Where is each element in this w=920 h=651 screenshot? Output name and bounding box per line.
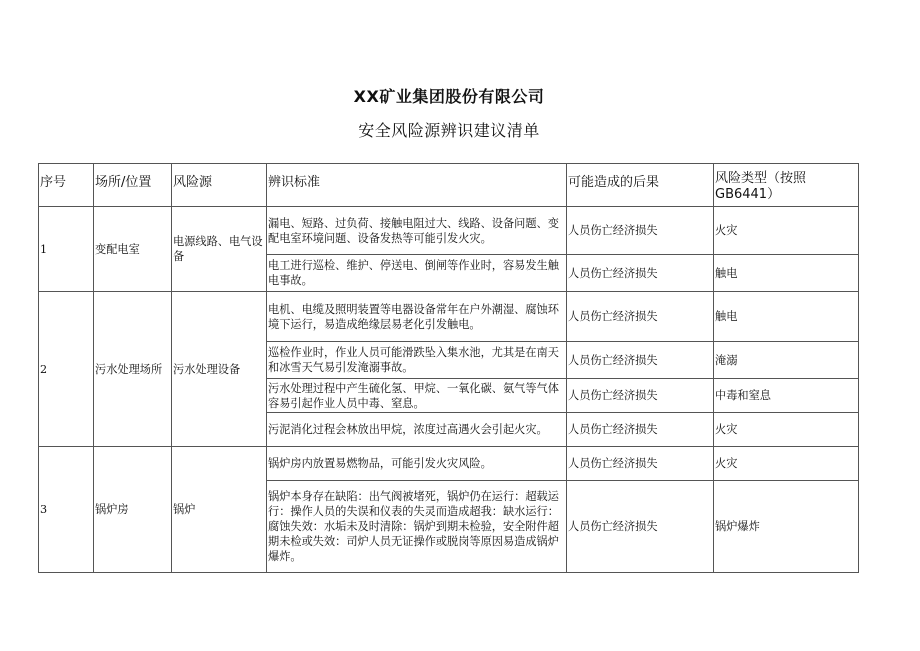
cell-consequence: 人员伤亡经济损失 [567,255,714,292]
cell-no: 1 [39,207,94,292]
cell-consequence: 人员伤亡经济损失 [567,379,714,413]
cell-consequence: 人员伤亡经济损失 [567,207,714,255]
table-row [39,447,859,481]
cell-criteria: 巡检作业时，作业人员可能滑跌坠入集水池，尤其是在南天和冰雪天气易引发淹溺事故。 [267,342,567,379]
cell-source: 电源线路、电气设备 [172,207,267,292]
cell-type: 淹溺 [714,342,859,379]
header-criteria: 辨识标准 [267,164,567,207]
document-subtitle: 安全风险源辨识建议清单 [358,121,540,140]
cell-no: 3 [39,447,94,573]
cell-criteria: 电机、电缆及照明装置等电器设备常年在户外潮湿、腐蚀环境下运行，易造成绝缘层易老化引发触电。 [267,292,567,342]
cell-location: 锅炉房 [94,447,172,573]
cell-type: 火灾 [714,413,859,447]
cell-criteria: 锅炉本身存在缺陷：出气阀被堵死，锅炉仍在运行：超载运行：操作人员的失误和仪表的失灵而造成超我：缺水运行：腐蚀失效：水垢未及时清除：锅炉到期未检验，安全附件超期未检或失效：司炉人员无证操作或脱岗等原因易造成锅炉爆炸。 [267,481,567,573]
table-row [39,292,859,342]
header-no: 序号 [39,164,94,207]
header-source: 风险源 [172,164,267,207]
cell-type: 触电 [714,292,859,342]
cell-consequence: 人员伤亡经济损失 [567,292,714,342]
table-header-row [39,164,859,207]
header-type: 风险类型（按照GB6441） [714,164,859,207]
cell-criteria: 污泥消化过程会林放出甲烷，浓度过高遇火会引起火灾。 [267,413,567,447]
cell-type: 火灾 [714,447,859,481]
header-consequence: 可能造成的后果 [567,164,714,207]
cell-type: 锅炉爆炸 [714,481,859,573]
cell-no: 2 [39,292,94,447]
cell-location: 污水处理场所 [94,292,172,447]
cell-source: 污水处理设备 [172,292,267,447]
document-title: XX矿业集团股份有限公司 [353,87,545,106]
table-row [39,207,859,255]
cell-type: 中毒和窒息 [714,379,859,413]
cell-source: 锅炉 [172,447,267,573]
cell-type: 火灾 [714,207,859,255]
header-location: 场所/位置 [94,164,172,207]
cell-criteria: 电工进行巡检、维护、停送电、倒闸等作业时，容易发生触电事故。 [267,255,567,292]
cell-consequence: 人员伤亡经济损失 [567,447,714,481]
cell-criteria: 锅炉房内放置易燃物品，可能引发火灾风险。 [267,447,567,481]
cell-criteria: 漏电、短路、过负荷、接触电阻过大、线路、设备问题、变配电室环境问题、设备发热等可能引发火灾。 [267,207,567,255]
cell-consequence: 人员伤亡经济损失 [567,413,714,447]
risk-table [38,163,859,573]
cell-type: 触电 [714,255,859,292]
cell-consequence: 人员伤亡经济损失 [567,481,714,573]
cell-criteria: 污水处理过程中产生硫化氢、甲烷、一氧化碳、氨气等气体容易引起作业人员中毒、窒息。 [267,379,567,413]
cell-location: 变配电室 [94,207,172,292]
cell-consequence: 人员伤亡经济损失 [567,342,714,379]
